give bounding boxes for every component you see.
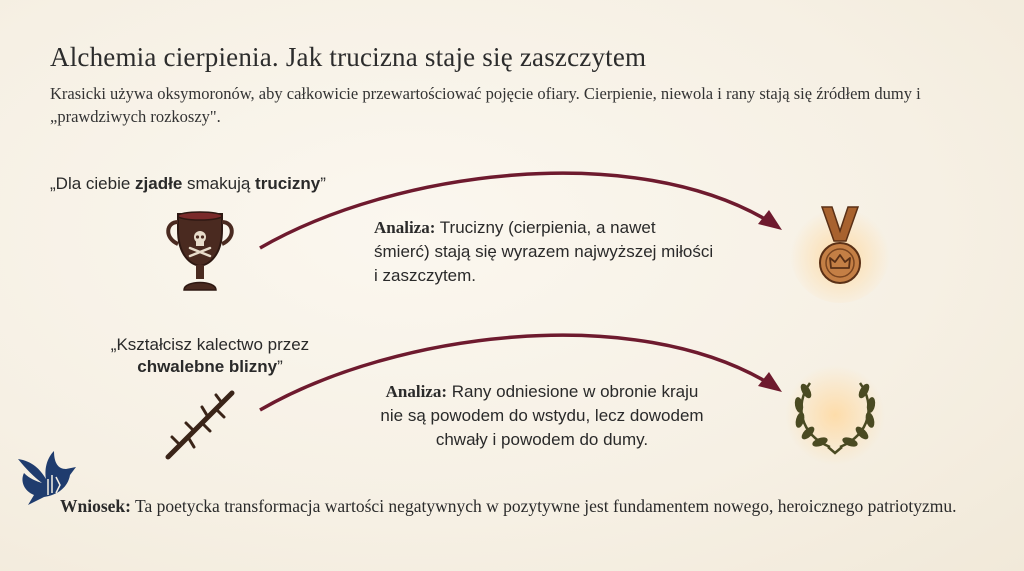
- quote-text: ”: [320, 174, 326, 193]
- poison-goblet-icon: [160, 210, 240, 294]
- quote-emphasis: zjadłe: [135, 174, 183, 193]
- page-title: Alchemia cierpienia. Jak trucizna staje się zaszczytem: [50, 42, 647, 72]
- analysis-poison: [374, 216, 714, 288]
- laurel-wreath-icon: [780, 365, 890, 465]
- conclusion: [60, 494, 980, 519]
- quote-text: „Kształcisz kalectwo przez: [110, 335, 310, 354]
- analysis-text: Rany odniesione w obronie kraju nie są powodem do wstydu, lecz dowodem chwały i powodem do dumy.: [380, 382, 704, 449]
- analysis-text: Trucizny (cierpienia, a nawet śmierć) stają się wyrazem najwyższej miłości i zaszczytem.: [374, 218, 714, 285]
- conclusion-text: Ta poetycka transformacja wartości negatywnych w pozytywne jest fundamentem nowego, heroicznego patriotyzmu.: [130, 496, 957, 516]
- conclusion-label: Wniosek:: [60, 496, 131, 516]
- analysis-label: Analiza:: [374, 218, 436, 237]
- quote-emphasis: chwalebne blizny: [137, 357, 278, 376]
- analysis-label: Analiza:: [385, 382, 447, 401]
- thorn-branch-icon: [160, 385, 240, 465]
- quote-text: ”: [277, 357, 283, 376]
- quote-emphasis: trucizny: [255, 174, 321, 193]
- page-subtitle: Krasicki używa oksymoronów, aby całkowicie przewartościować pojęcie ofiary. Cierpienie, niewola i rany stają się źródłem dumy i „prawdziwych rozkoszy".: [50, 84, 921, 126]
- quote-text: smakują: [182, 174, 256, 193]
- quote-text: „Dla ciebie: [50, 174, 136, 193]
- analysis-scars: [372, 380, 712, 452]
- medal-icon: [790, 195, 890, 305]
